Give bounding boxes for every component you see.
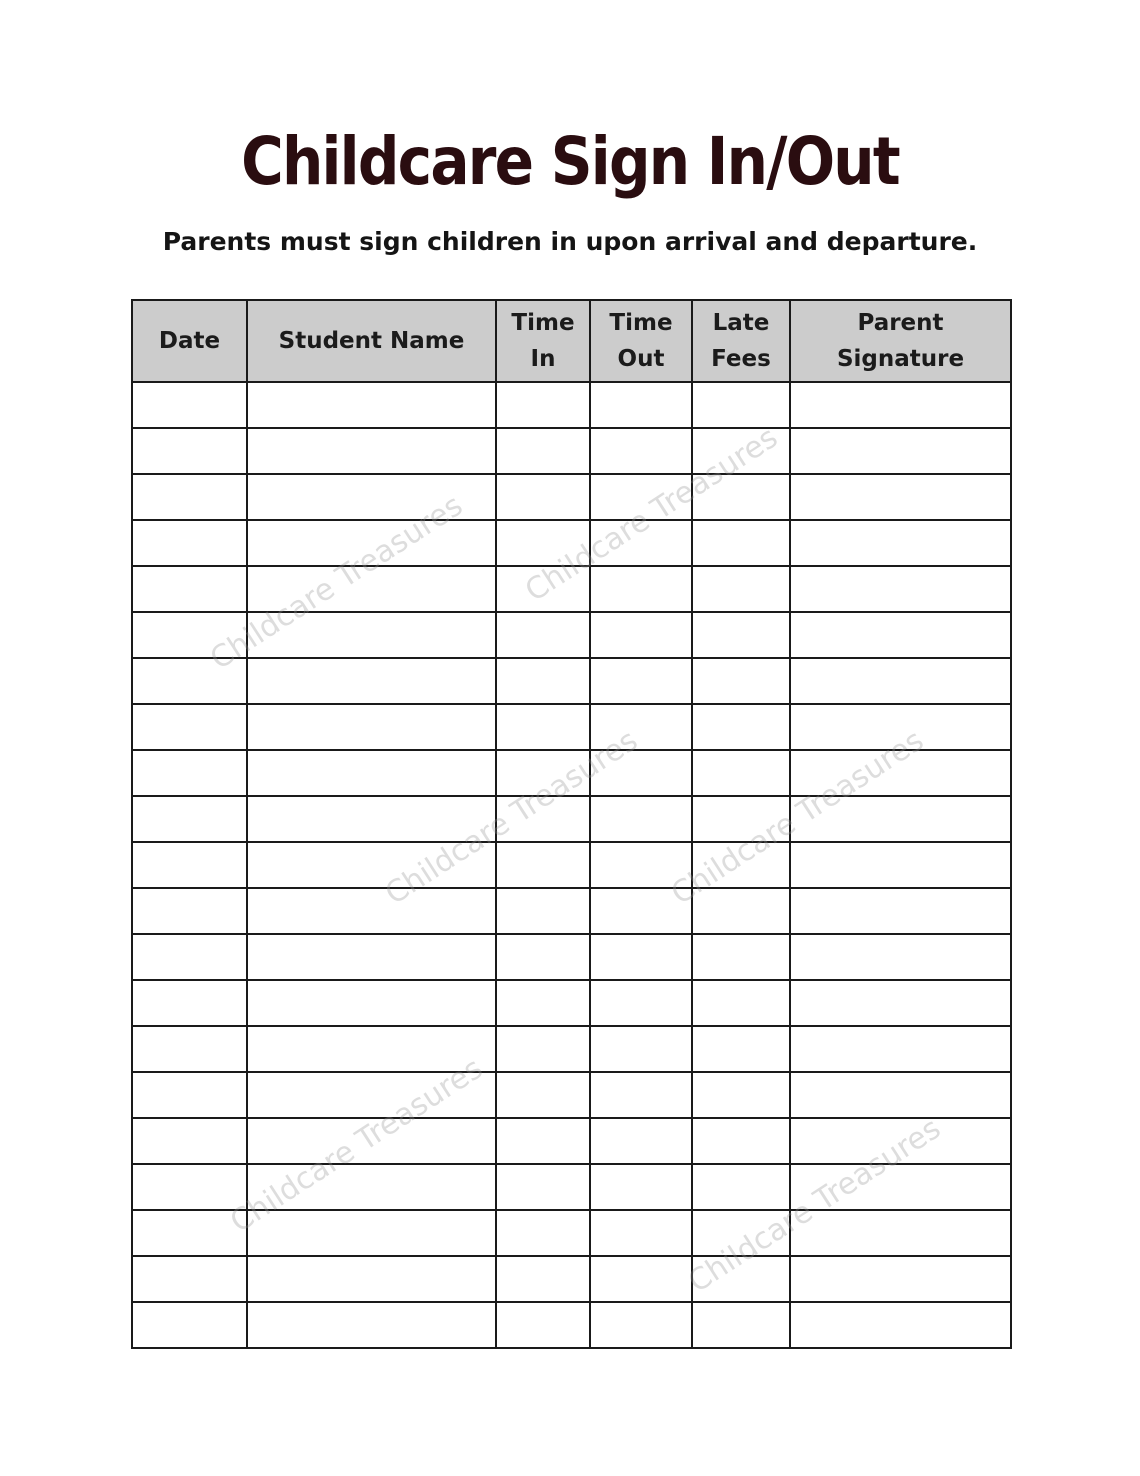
cell-late-fees[interactable] [692,750,790,796]
cell-student-name[interactable] [247,704,496,750]
cell-time-out[interactable] [590,750,692,796]
cell-date[interactable] [132,842,247,888]
cell-time-in[interactable] [496,934,590,980]
cell-time-in[interactable] [496,382,590,428]
table-row [132,934,1011,980]
cell-date[interactable] [132,1164,247,1210]
table-row [132,888,1011,934]
table-row [132,796,1011,842]
cell-parent-signature[interactable] [790,520,1011,566]
cell-late-fees[interactable] [692,1210,790,1256]
cell-date[interactable] [132,612,247,658]
cell-parent-signature[interactable] [790,428,1011,474]
cell-time-in[interactable] [496,796,590,842]
cell-student-name[interactable] [247,474,496,520]
table-row [132,1118,1011,1164]
cell-time-in[interactable] [496,1164,590,1210]
cell-time-out[interactable] [590,1302,692,1348]
cell-late-fees[interactable] [692,612,790,658]
cell-time-out[interactable] [590,1072,692,1118]
cell-student-name[interactable] [247,888,496,934]
cell-student-name[interactable] [247,1118,496,1164]
cell-time-out[interactable] [590,382,692,428]
table-row [132,1164,1011,1210]
cell-time-in[interactable] [496,888,590,934]
cell-parent-signature[interactable] [790,566,1011,612]
cell-student-name[interactable] [247,1164,496,1210]
cell-time-in[interactable] [496,612,590,658]
cell-late-fees[interactable] [692,1164,790,1210]
cell-date[interactable] [132,888,247,934]
cell-time-in[interactable] [496,520,590,566]
cell-time-in[interactable] [496,750,590,796]
table-row [132,842,1011,888]
cell-student-name[interactable] [247,612,496,658]
cell-time-in[interactable] [496,1072,590,1118]
cell-late-fees[interactable] [692,1256,790,1302]
cell-student-name[interactable] [247,1256,496,1302]
cell-late-fees[interactable] [692,704,790,750]
cell-parent-signature[interactable] [790,1210,1011,1256]
cell-time-out[interactable] [590,1210,692,1256]
cell-parent-signature[interactable] [790,1164,1011,1210]
cell-date[interactable] [132,566,247,612]
table-row [132,658,1011,704]
cell-late-fees[interactable] [692,796,790,842]
cell-late-fees[interactable] [692,934,790,980]
cell-time-out[interactable] [590,612,692,658]
column-header-time-out: Time Out [590,300,692,382]
cell-student-name[interactable] [247,796,496,842]
table-row [132,1026,1011,1072]
cell-student-name[interactable] [247,1210,496,1256]
cell-time-in[interactable] [496,980,590,1026]
cell-late-fees[interactable] [692,1118,790,1164]
cell-student-name[interactable] [247,842,496,888]
table-row [132,382,1011,428]
cell-time-out[interactable] [590,704,692,750]
cell-parent-signature[interactable] [790,888,1011,934]
cell-late-fees[interactable] [692,382,790,428]
cell-time-out[interactable] [590,658,692,704]
cell-parent-signature[interactable] [790,796,1011,842]
page-title: Childcare Sign In/Out [241,123,899,200]
column-header-parent-signature: Parent Signature [790,300,1011,382]
cell-date[interactable] [132,520,247,566]
cell-late-fees[interactable] [692,842,790,888]
cell-time-in[interactable] [496,704,590,750]
table-row [132,566,1011,612]
watermark: Childcare Treasures [682,1111,947,1300]
cell-date[interactable] [132,382,247,428]
cell-late-fees[interactable] [692,428,790,474]
cell-student-name[interactable] [247,382,496,428]
table-row [132,1256,1011,1302]
table-row [132,520,1011,566]
cell-date[interactable] [132,934,247,980]
cell-time-out[interactable] [590,1256,692,1302]
cell-parent-signature[interactable] [790,750,1011,796]
cell-student-name[interactable] [247,934,496,980]
cell-time-out[interactable] [590,1164,692,1210]
cell-parent-signature[interactable] [790,980,1011,1026]
sign-in-out-table [131,299,1012,1349]
cell-parent-signature[interactable] [790,1026,1011,1072]
cell-date[interactable] [132,1118,247,1164]
cell-parent-signature[interactable] [790,842,1011,888]
cell-student-name[interactable] [247,566,496,612]
cell-late-fees[interactable] [692,980,790,1026]
watermark: Childcare Treasures [204,488,469,677]
cell-late-fees[interactable] [692,658,790,704]
cell-parent-signature[interactable] [790,474,1011,520]
table-row [132,1210,1011,1256]
cell-student-name[interactable] [247,980,496,1026]
cell-student-name[interactable] [247,1026,496,1072]
table-row [132,474,1011,520]
cell-time-in[interactable] [496,566,590,612]
table-header-row [132,300,1011,382]
cell-parent-signature[interactable] [790,934,1011,980]
table-row [132,1302,1011,1348]
column-header-time-in: Time In [496,300,590,382]
watermark: Childcare Treasures [665,723,930,912]
cell-late-fees[interactable] [692,520,790,566]
cell-time-in[interactable] [496,658,590,704]
cell-late-fees[interactable] [692,1302,790,1348]
cell-time-in[interactable] [496,428,590,474]
column-header-student-name: Student Name [247,300,496,382]
column-header-date: Date [132,300,247,382]
cell-late-fees[interactable] [692,1026,790,1072]
cell-late-fees[interactable] [692,1072,790,1118]
cell-time-out[interactable] [590,1026,692,1072]
watermark: Childcare Treasures [224,1051,489,1240]
cell-time-in[interactable] [496,474,590,520]
cell-late-fees[interactable] [692,566,790,612]
table-row [132,1072,1011,1118]
cell-time-out[interactable] [590,566,692,612]
cell-parent-signature[interactable] [790,704,1011,750]
cell-parent-signature[interactable] [790,1118,1011,1164]
cell-time-out[interactable] [590,934,692,980]
cell-student-name[interactable] [247,1072,496,1118]
cell-student-name[interactable] [247,520,496,566]
table-body [132,382,1011,1348]
cell-parent-signature[interactable] [790,382,1011,428]
cell-parent-signature[interactable] [790,612,1011,658]
cell-date[interactable] [132,428,247,474]
cell-time-out[interactable] [590,520,692,566]
cell-parent-signature[interactable] [790,1256,1011,1302]
cell-student-name[interactable] [247,1302,496,1348]
column-header-late-fees: Late Fees [692,300,790,382]
cell-date[interactable] [132,1210,247,1256]
table-row [132,750,1011,796]
table-row [132,980,1011,1026]
cell-date[interactable] [132,980,247,1026]
cell-time-in[interactable] [496,842,590,888]
cell-parent-signature[interactable] [790,658,1011,704]
cell-date[interactable] [132,1256,247,1302]
table-row [132,428,1011,474]
cell-date[interactable] [132,474,247,520]
cell-time-in[interactable] [496,1118,590,1164]
cell-student-name[interactable] [247,658,496,704]
cell-late-fees[interactable] [692,888,790,934]
cell-time-in[interactable] [496,1256,590,1302]
cell-time-out[interactable] [590,1118,692,1164]
cell-parent-signature[interactable] [790,1302,1011,1348]
cell-time-out[interactable] [590,888,692,934]
cell-date[interactable] [132,1072,247,1118]
cell-student-name[interactable] [247,428,496,474]
table-row [132,704,1011,750]
table-row [132,612,1011,658]
cell-time-out[interactable] [590,842,692,888]
watermark: Childcare Treasures [379,723,644,912]
cell-parent-signature[interactable] [790,1072,1011,1118]
cell-date[interactable] [132,1026,247,1072]
cell-time-in[interactable] [496,1302,590,1348]
page-subtitle: Parents must sign children in upon arrival and departure. [162,227,978,256]
cell-time-out[interactable] [590,980,692,1026]
cell-time-out[interactable] [590,474,692,520]
cell-date[interactable] [132,1302,247,1348]
cell-time-in[interactable] [496,1210,590,1256]
cell-time-out[interactable] [590,796,692,842]
cell-late-fees[interactable] [692,474,790,520]
cell-time-out[interactable] [590,428,692,474]
cell-date[interactable] [132,750,247,796]
watermark: Childcare Treasures [519,420,784,609]
cell-time-in[interactable] [496,1026,590,1072]
cell-student-name[interactable] [247,750,496,796]
cell-date[interactable] [132,658,247,704]
cell-date[interactable] [132,704,247,750]
cell-date[interactable] [132,796,247,842]
